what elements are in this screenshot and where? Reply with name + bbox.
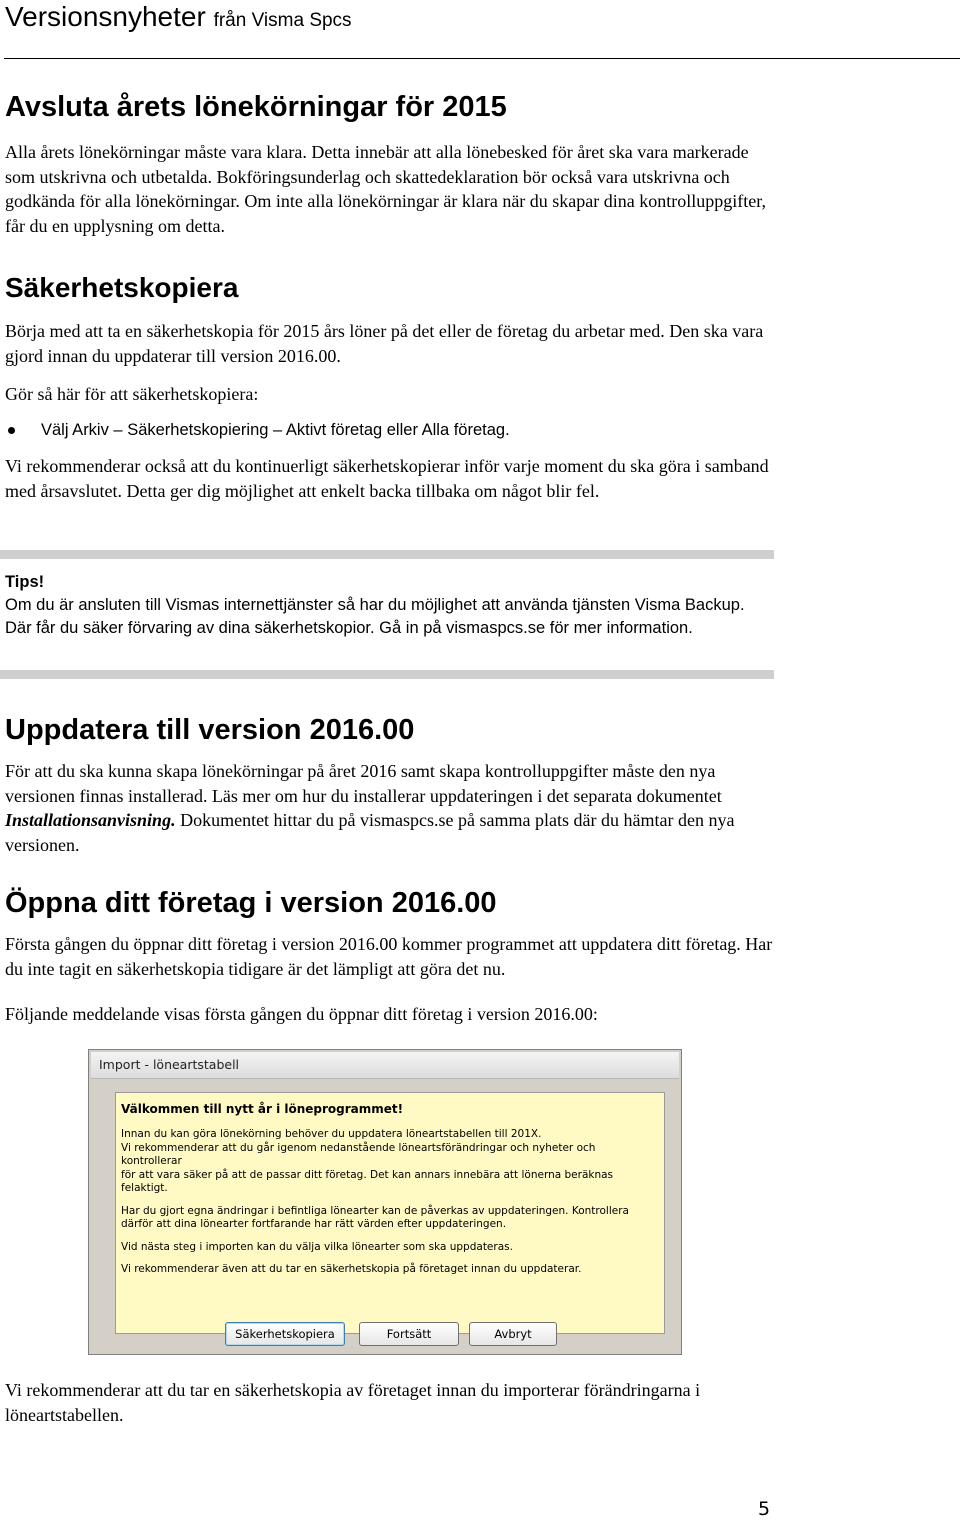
dialog-titlebar[interactable] (91, 1052, 679, 1079)
update-text-emphasis: Installationsanvisning. (5, 810, 176, 830)
header-title (5, 0, 352, 38)
update-text-after: Dokumentet hittar du på vismaspcs.se på samma plats där du hämtar den nya versionen. (5, 810, 735, 855)
tips-title: Tips! (5, 573, 45, 591)
backup-button[interactable]: Säkerhetskopiera (225, 1322, 345, 1346)
cancel-button[interactable]: Avbryt (469, 1322, 557, 1346)
backup-text-1: Börja med att ta en säkerhetskopia för 2015 års löner på det eller de företag du arbetar med. Den ska vara gjord innan du uppdaterar till version 2016.00. (5, 321, 764, 366)
dialog-paragraph-3: Vid nästa steg i importen kan du välja vilka lönearter som ska uppdateras. (121, 1240, 513, 1253)
tips-text: Om du är ansluten till Vismas internettjänster så har du möjlighet att använda tjänsten Visma Backup. Där får du säker förvaring av dina säkerhetskopior. Gå in på vismaspcs.se för mer information. (5, 596, 745, 637)
dialog-paragraph-2: Har du gjort egna ändringar i befintliga lönearter kan de påverkas av uppdateringen. Kontrollera därför att dina lönearter fortfarande har rätt värden efter uppdateringen. (121, 1204, 629, 1230)
tips-bottom-bar (0, 670, 774, 679)
update-text (5, 759, 775, 857)
tips-top-bar (0, 550, 774, 559)
bullet-dot-icon (8, 427, 15, 434)
open-text-2: Följande meddelande visas första gången du öppnar ditt företag i version 2016.00: (5, 1004, 598, 1024)
update-text-before: För att du ska kunna skapa lönekörningar på året 2016 samt skapa kontrolluppgifter måste den nya versionen finnas installerad. Läs mer om hur du installerar uppdateringen i det separata dokumentet (5, 761, 722, 806)
heading-update: Uppdatera till version 2016.00 (5, 714, 415, 746)
dialog-title: Import - löneartstabell (99, 1057, 240, 1072)
open-text-1: Första gången du öppnar ditt företag i version 2016.00 kommer programmet att uppdatera ditt företag. Har du inte tagit en säkerhetskopia tidigare är det lämpligt att göra det nu. (5, 934, 773, 979)
heading-backup: Säkerhetskopiera (5, 272, 239, 303)
heading-close-year: Avsluta årets lönekörningar för 2015 (5, 91, 507, 123)
dialog-heading: Välkommen till nytt år i löneprogrammet! (121, 1102, 404, 1116)
dialog-paragraph-1: Innan du kan göra lönekörning behöver du uppdatera löneartstabellen till 201X. Vi rekommenderar att du går igenom nedanstående löneartsförändringar och nyheter och kontrollerar för att vara säker på att de passar ditt företag. Det kan annars innebära att lönerna beräknas felaktigt. (121, 1128, 614, 1194)
close-year-text: Alla årets lönekörningar måste vara klara. Detta innebär att alla lönebesked för året ska vara markerade som utskrivna och utbetalda. Bokföringsunderlag och skattedeklaration bör också vara utskrivna och godkända för alla lönekörningar. Om inte alla lönekörningar är klara när du skapar dina kontrolluppgifter, får du en upplysning om detta. (5, 142, 767, 236)
import-dialog (88, 1049, 682, 1355)
continue-button[interactable]: Fortsätt (359, 1322, 459, 1346)
page-number: 5 (758, 1498, 771, 1520)
backup-text-3: Vi rekommenderar också att du kontinuerligt säkerhetskopierar inför varje moment du ska göra i samband med årsavslutet. Detta ger dig möjlighet att enkelt backa tillbaka om något blir fel. (5, 456, 769, 501)
header-title-main: Versionsnyheter (5, 1, 206, 32)
backup-bullet-text: Välj Arkiv – Säkerhetskopiering – Aktivt företag eller Alla företag. (41, 421, 510, 439)
header-divider (4, 58, 960, 59)
header-subtitle: från Visma Spcs (213, 10, 352, 31)
heading-open: Öppna ditt företag i version 2016.00 (5, 887, 497, 919)
dialog-message-panel (115, 1092, 665, 1334)
open-text-3: Vi rekommenderar att du tar en säkerhetskopia av företaget innan du importerar förändringarna i löneartstabellen. (5, 1380, 701, 1425)
backup-text-2: Gör så här för att säkerhetskopiera: (5, 384, 259, 404)
dialog-paragraph-4: Vi rekommenderar även att du tar en säkerhetskopia på företaget innan du uppdaterar. (121, 1263, 582, 1275)
